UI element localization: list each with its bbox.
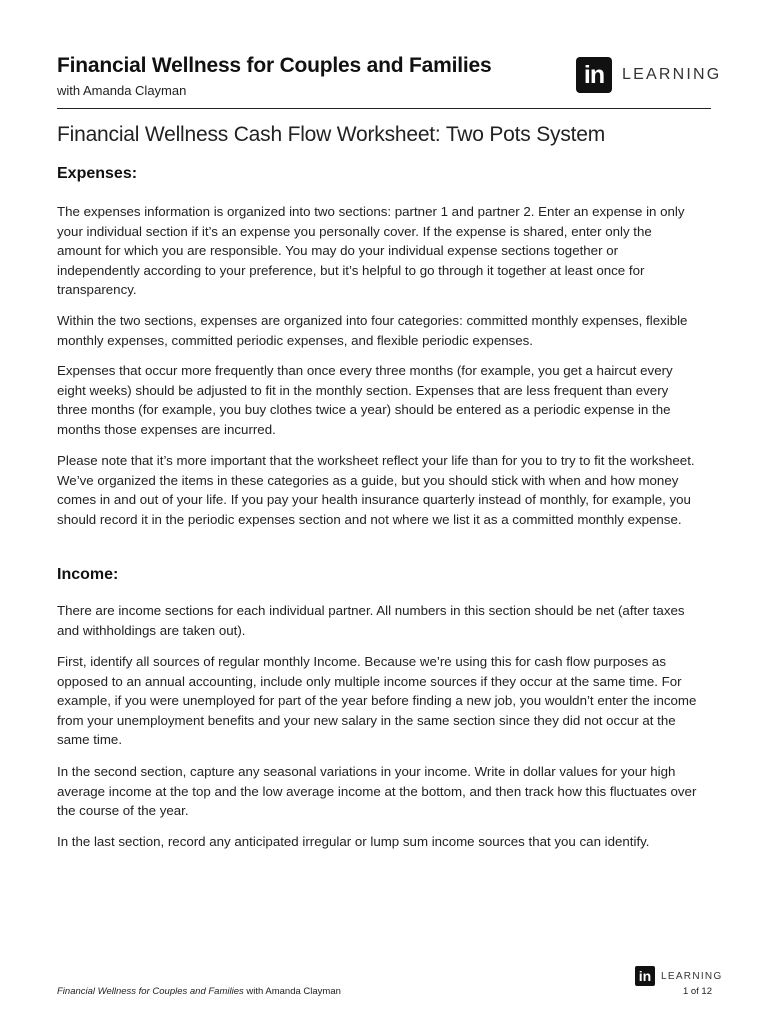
expenses-paragraph: The expenses information is organized into two sections: partner 1 and partner 2. Enter an expense in only your individual section if it’s an expense you personally cover. If the expense is shared, enter only the amount for which you are responsible. You may do your individual expense sections together or independently according to your preference, but it’s helpful to go through it together at least once for transparency. <box>57 204 685 297</box>
expenses-paragraph: Expenses that occur more frequently than once every three months (for example, you get a haircut every eight weeks) should be adjusted to fit in the monthly section. Expenses that are less frequent than every three months (for example, you buy clothes twice a year) should be entered as a periodic expense in the months those expenses are incurred. <box>57 363 673 437</box>
expenses-heading: Expenses: <box>57 165 138 182</box>
course-title: Financial Wellness for Couples and Families <box>57 54 492 77</box>
expenses-paragraph: Please note that it’s more important that the worksheet reflect your life than for you to try to fit the worksheet. We’ve organized the items in these categories as a guide, but you should stick with when and how money comes in and out of your life. If you pay your health insurance quarterly instead of monthly, for example, you should record it in the periodic expenses section and not where we list it as a committed monthly expense. <box>57 453 695 527</box>
header-divider <box>57 108 711 109</box>
expenses-paragraph: Within the two sections, expenses are organized into four categories: committed monthly expenses, flexible monthly expenses, committed periodic expenses, and flexible periodic expenses. <box>57 313 688 348</box>
footer-linkedin-learning-logo <box>635 966 723 986</box>
linkedin-in-icon: in <box>576 57 612 93</box>
footer-linkedin-in-icon: in <box>635 966 655 986</box>
income-paragraph: In the second section, capture any seasonal variations in your income. Write in dollar values for your high average income at the top and the low average income at the bottom, and then track how this fluctuates over the course of the year. <box>57 764 697 818</box>
page-number: 1 of 12 <box>682 986 712 997</box>
brand-wordmark: LEARNING <box>622 66 722 83</box>
footer-course-author: with Amanda Clayman <box>243 986 341 997</box>
footer-brand-wordmark: LEARNING <box>661 970 723 982</box>
income-heading: Income: <box>57 566 119 583</box>
footer-course-credit <box>57 986 341 997</box>
footer-course-title: Financial Wellness for Couples and Families <box>57 986 244 997</box>
income-paragraph: There are income sections for each individual partner. All numbers in this section should be net (after taxes and withholdings are taken out). <box>57 603 685 638</box>
course-author: with Amanda Clayman <box>57 83 187 98</box>
linkedin-learning-logo <box>576 57 721 93</box>
income-paragraph: First, identify all sources of regular monthly Income. Because we’re using this for cash flow purposes as opposed to an annual accounting, include only multiple income sources if they occur at the same time. For example, if you were unemployed for part of the year before finding a new job, you wouldn’t enter the income from your unemployment benefits and your new salary in the same section since they did not occur at the same time. <box>57 654 697 747</box>
income-paragraph: In the last section, record any anticipated irregular or lump sum income sources that you can identify. <box>57 834 650 849</box>
document-title: Financial Wellness Cash Flow Worksheet: Two Pots System <box>57 123 606 146</box>
